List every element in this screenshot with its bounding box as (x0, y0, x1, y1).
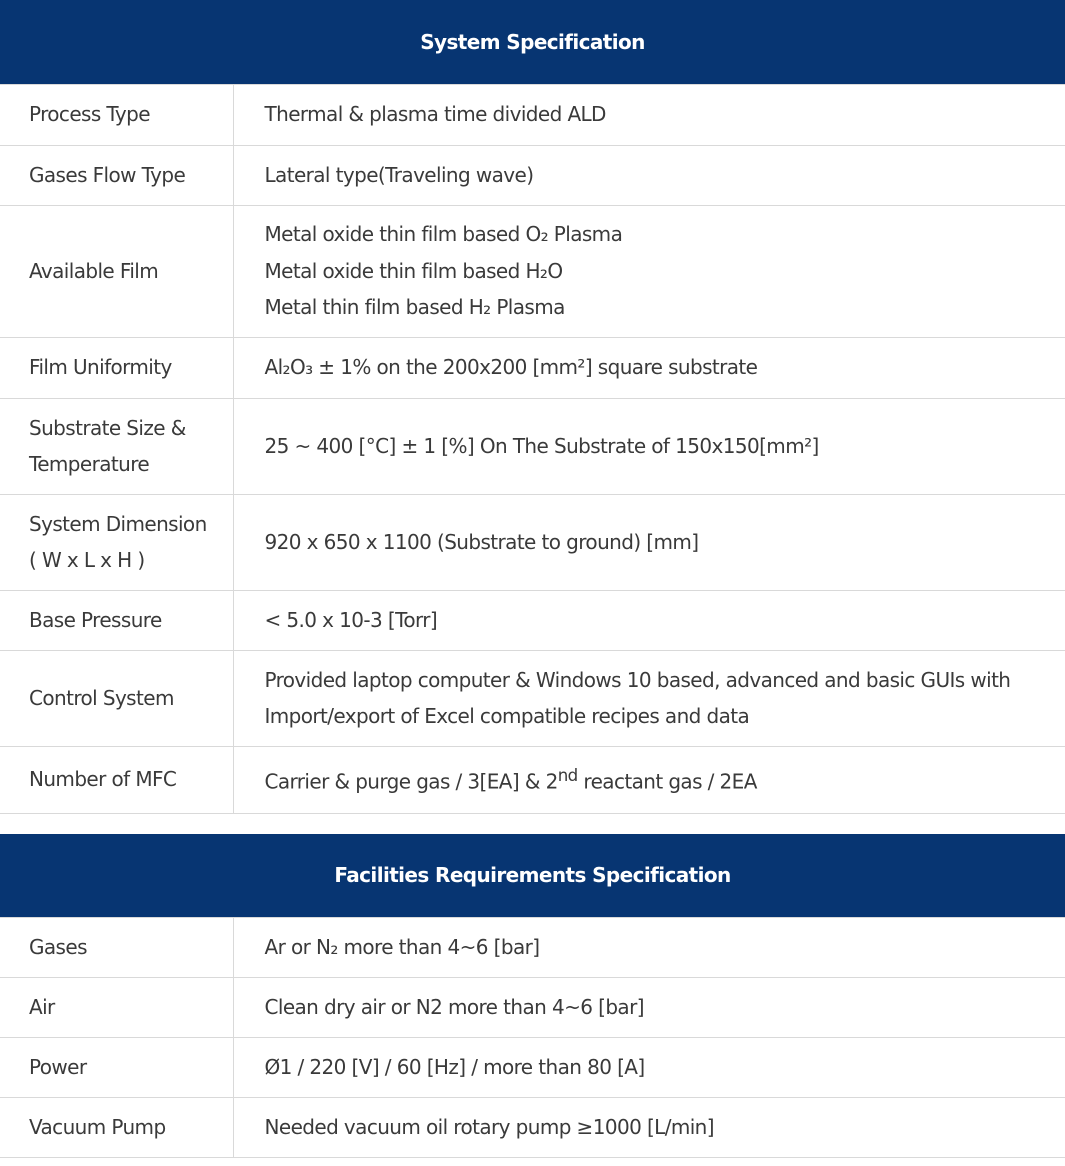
value-line: Provided laptop computer & Windows 10 based, advanced and basic GUIs with (264, 667, 1011, 692)
row-value: Clean dry air or N2 more than 4~6 [bar] (233, 978, 1065, 1038)
row-value: Al₂O₃ ± 1% on the 200x200 [mm²] square substrate (233, 337, 1065, 398)
row-value: Lateral type(Traveling wave) (233, 145, 1065, 205)
facilities-spec-table (0, 834, 1065, 1159)
row-value: 25 ~ 400 [°C] ± 1 [%] On The Substrate of 150x150[mm²] (233, 398, 1065, 494)
table-row (0, 978, 1065, 1038)
row-label: Gases (0, 918, 233, 978)
table-row (0, 84, 1065, 145)
row-label: Number of MFC (0, 746, 233, 813)
row-label: Air (0, 978, 233, 1038)
table-row (0, 494, 1065, 590)
label-line: Temperature (29, 452, 150, 476)
value-line: Metal oxide thin film based H₂O (264, 258, 563, 283)
table-row (0, 650, 1065, 746)
row-label: Gases Flow Type (0, 145, 233, 205)
table-row (0, 918, 1065, 978)
table-row (0, 205, 1065, 337)
row-label: Base Pressure (0, 590, 233, 650)
table-row (0, 1098, 1065, 1158)
table-row (0, 590, 1065, 650)
row-label: Vacuum Pump (0, 1098, 233, 1158)
label-line: ( W x L x H ) (29, 548, 145, 572)
section-gap (0, 814, 1065, 834)
row-value: Ø1 / 220 [V] / 60 [Hz] / more than 80 [A] (233, 1038, 1065, 1098)
row-value: Needed vacuum oil rotary pump ≥1000 [L/min] (233, 1098, 1065, 1158)
row-label: Process Type (0, 84, 233, 145)
row-value (233, 650, 1065, 746)
row-value: Thermal & plasma time divided ALD (233, 84, 1065, 145)
row-label: Available Film (0, 205, 233, 337)
row-value (233, 746, 1065, 813)
row-value: Ar or N₂ more than 4~6 [bar] (233, 918, 1065, 978)
table-row (0, 746, 1065, 813)
label-line: System Dimension (29, 511, 207, 536)
row-value: < 5.0 x 10-3 [Torr] (233, 590, 1065, 650)
row-label (0, 398, 233, 494)
row-value (233, 205, 1065, 337)
table-row (0, 398, 1065, 494)
row-label (0, 494, 233, 590)
value-text: Carrier & purge gas / 3[EA] & 2 (264, 770, 558, 795)
row-label: Control System (0, 650, 233, 746)
table-row (0, 1038, 1065, 1098)
system-spec-title: System Specification (0, 0, 1065, 84)
value-text: reactant gas / 2EA (577, 770, 757, 795)
row-label: Power (0, 1038, 233, 1098)
facilities-spec-title: Facilities Requirements Specification (0, 834, 1065, 918)
value-line: Import/export of Excel compatible recipes and data (264, 704, 750, 728)
label-line: Substrate Size & (29, 415, 186, 440)
ordinal-suffix: nd (557, 766, 578, 786)
row-value: 920 x 650 x 1100 (Substrate to ground) [mm] (233, 494, 1065, 590)
table-row (0, 337, 1065, 398)
table-row (0, 145, 1065, 205)
value-line: Metal thin film based H₂ Plasma (264, 295, 565, 320)
value-line: Metal oxide thin film based O₂ Plasma (264, 222, 623, 247)
row-label: Film Uniformity (0, 337, 233, 398)
